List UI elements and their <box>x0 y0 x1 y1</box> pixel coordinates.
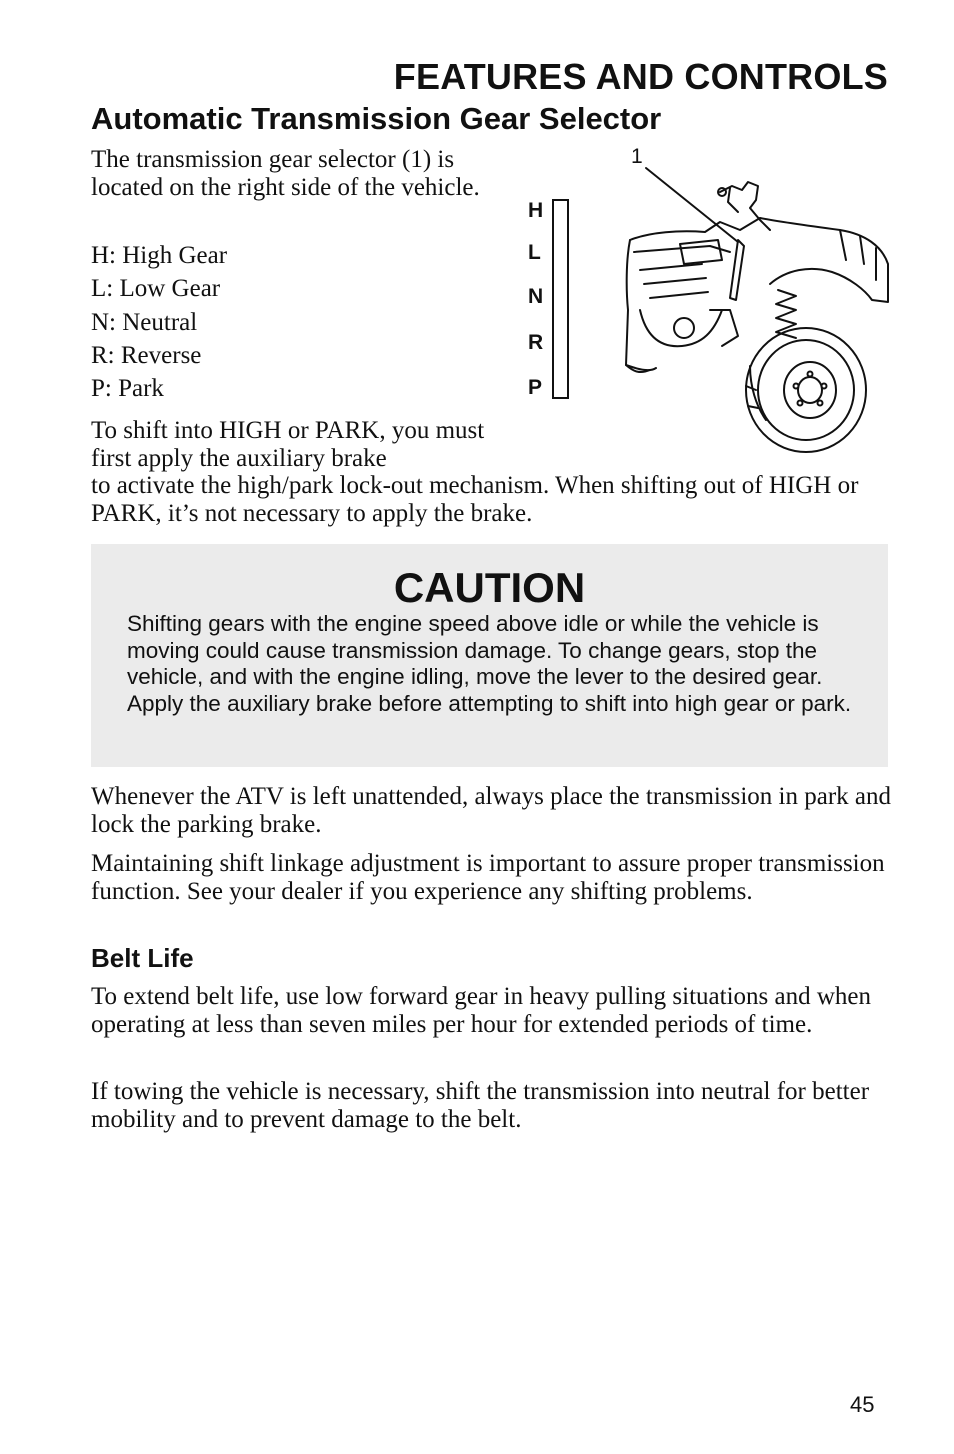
gear-letter-p: P <box>528 376 543 399</box>
section-title: FEATURES AND CONTROLS <box>393 56 888 97</box>
caution-text: Shifting gears with the engine speed above idle or while the vehicle is moving could cause transmission damage. To change gears, stop the vehicle, and with the engine idling, move the lever to the desired gear. Apply the auxiliary brake before attempting to shift into high gear or park. <box>127 611 852 716</box>
gear-letter-l: L <box>528 241 541 264</box>
gear-item-park: P: Park <box>91 375 164 403</box>
gear-item-high: H: High Gear <box>91 242 228 269</box>
intro-paragraph: The transmission gear selector (1) is located on the right side of the vehicle. <box>91 146 480 201</box>
caution-title: CAUTION <box>393 564 586 611</box>
gear-item-neutral: N: Neutral <box>91 308 198 336</box>
page-number: 45 <box>850 1392 875 1417</box>
belt-life-paragraph-2: If towing the vehicle is necessary, shift the transmission into neutral for better mobility and to prevent damage to the belt. <box>91 1078 870 1133</box>
belt-life-heading: Belt Life <box>91 943 194 973</box>
belt-life-paragraph-1: To extend belt life, use low forward gear in heavy pulling situations and when operating at less than seven miles per hour for extended periods of time. <box>91 983 871 1038</box>
shift-note-continued: to activate the high/park lock-out mechanism. When shifting out of HIGH or PARK, it’s not necessary to apply the brake. <box>91 472 859 527</box>
gear-list <box>91 239 227 405</box>
shift-note-first: To shift into HIGH or PARK, you must first apply the auxiliary brake <box>91 417 485 472</box>
gear-letter-n: N <box>528 285 544 308</box>
gear-lever-icon <box>730 240 744 300</box>
gear-item-low: L: Low Gear <box>91 275 221 303</box>
caution-box <box>91 544 888 767</box>
unattended-paragraph: Whenever the ATV is left unattended, always place the transmission in park and lock the parking brake. <box>91 783 891 838</box>
gear-letter-r: R <box>528 331 544 354</box>
gear-slot-outline <box>552 199 569 399</box>
atv-illustration <box>610 160 900 455</box>
front-tire <box>746 328 866 452</box>
callout-number: 1 <box>631 145 643 168</box>
linkage-paragraph: Maintaining shift linkage adjustment is important to assure proper transmission function. See your dealer if you experience any shifting problems. <box>91 850 885 905</box>
gear-item-reverse: R: Reverse <box>91 341 202 369</box>
page-subtitle: Automatic Transmission Gear Selector <box>91 101 662 136</box>
gear-letter-h: H <box>528 199 544 222</box>
